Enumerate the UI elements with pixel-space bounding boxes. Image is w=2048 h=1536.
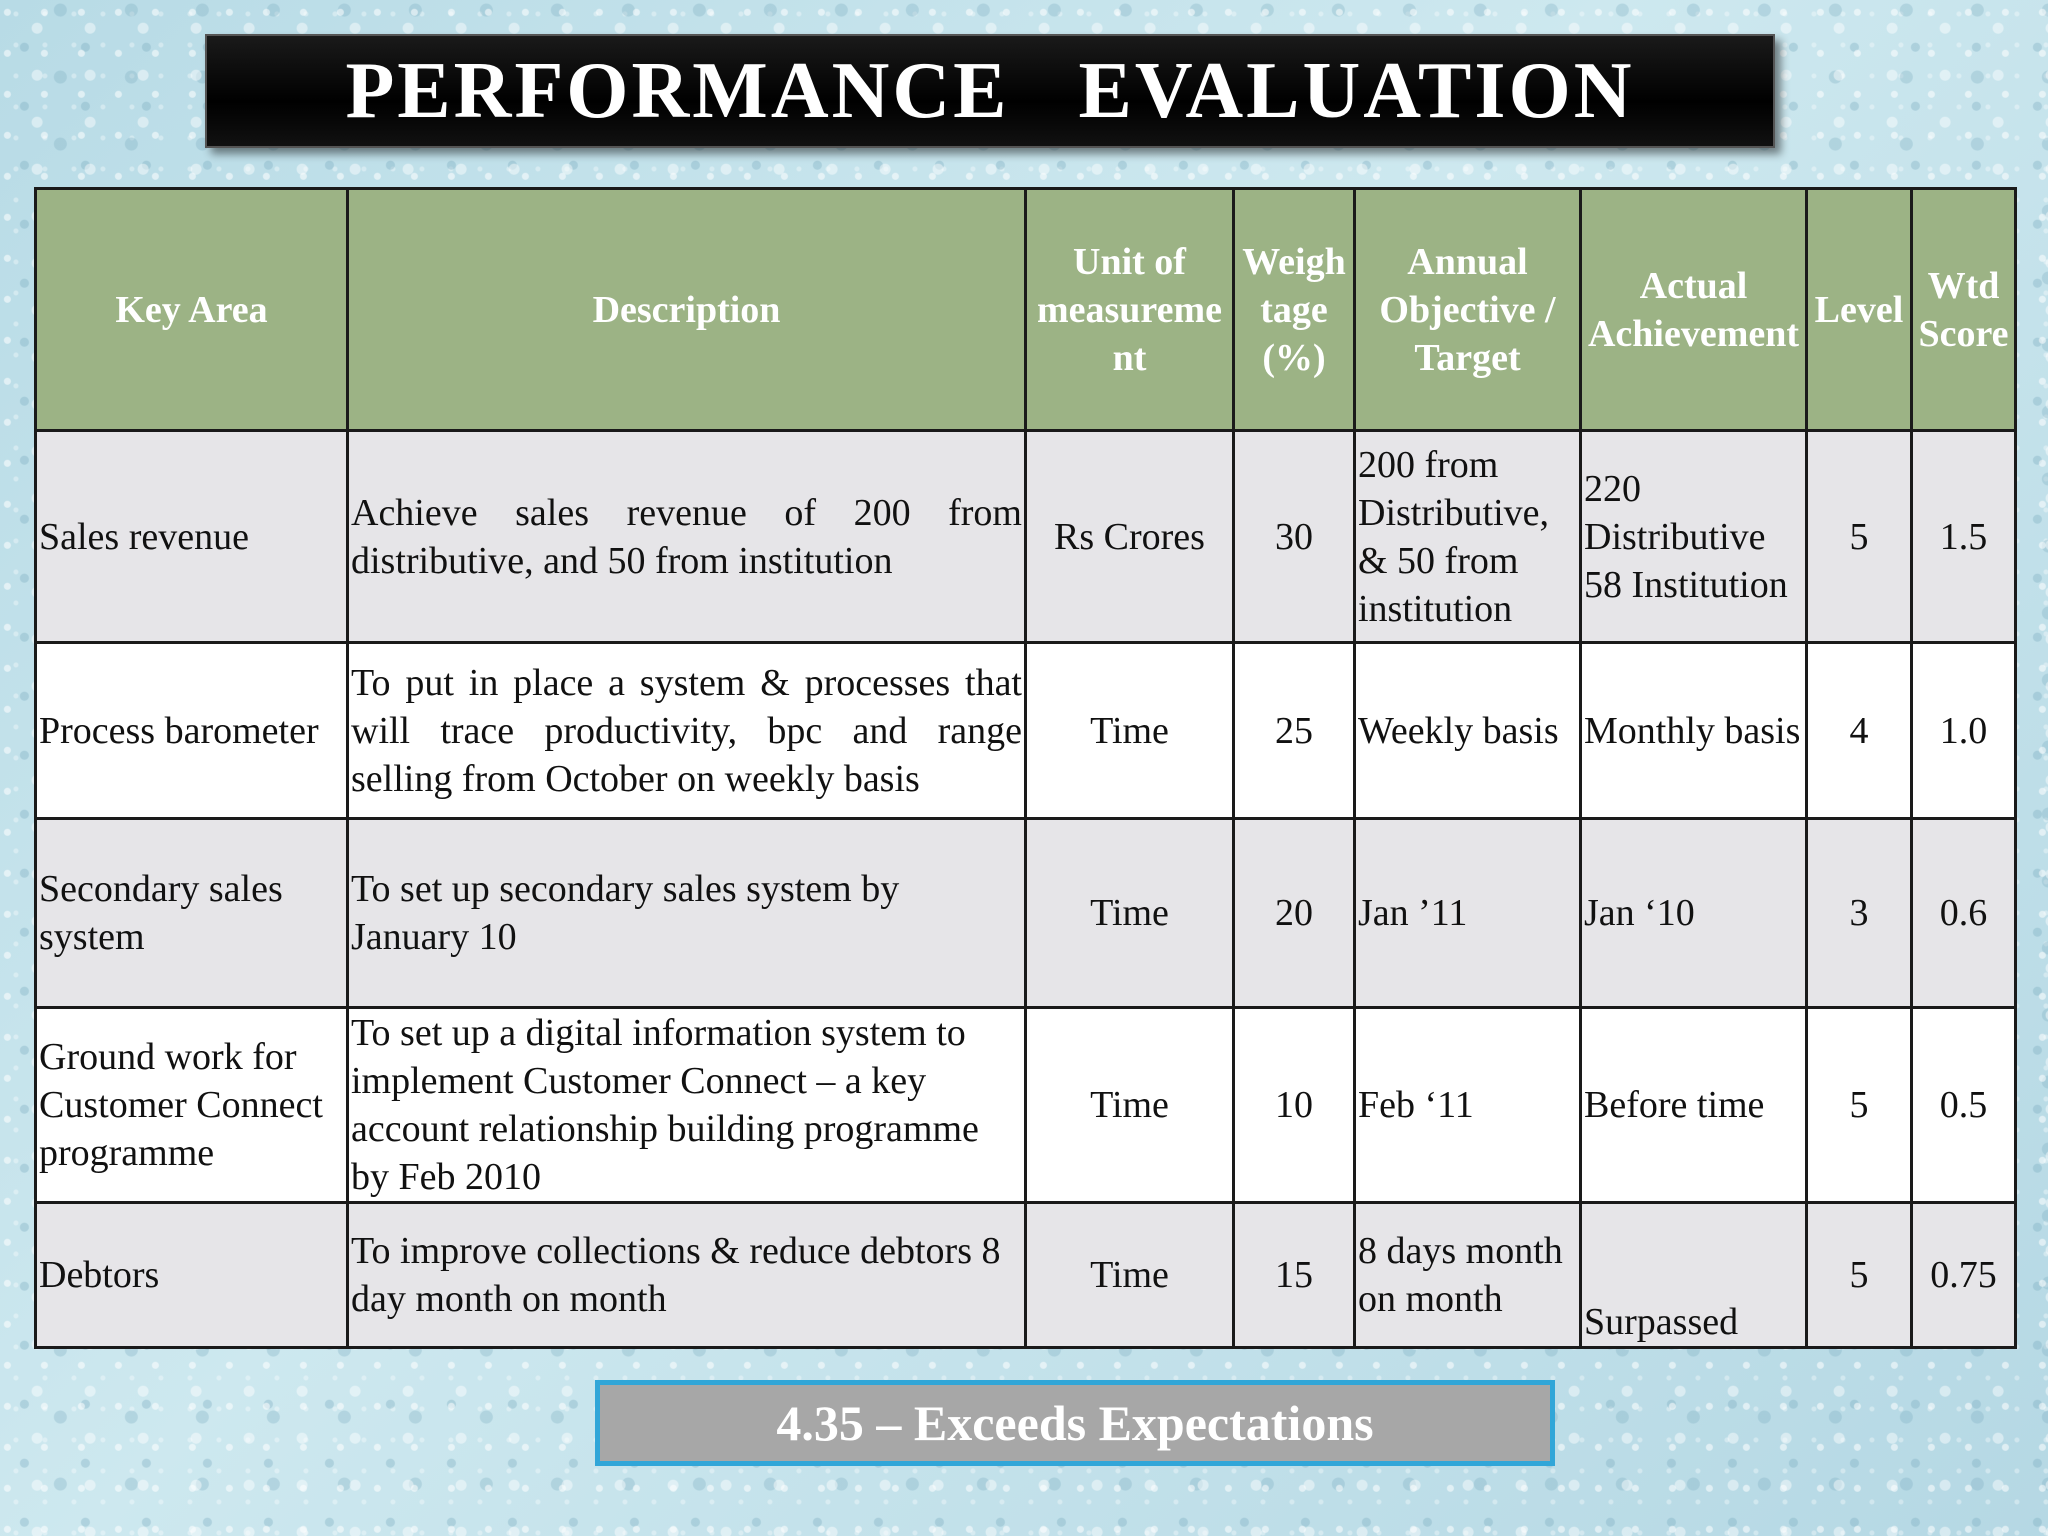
header-row: [36, 189, 2016, 431]
cell-unit: Rs Crores: [1026, 431, 1234, 643]
cell-target: 8 days month on month: [1355, 1203, 1581, 1348]
cell-wtd-score: 0.6: [1912, 819, 2016, 1008]
header-wtd-score: Wtd Score: [1912, 189, 2016, 431]
table-row: [36, 819, 2016, 1008]
cell-level: 3: [1807, 819, 1912, 1008]
performance-table: [34, 187, 2017, 1349]
cell-wtd-score: 1.0: [1912, 643, 2016, 819]
cell-achievement: Before time: [1581, 1008, 1807, 1203]
cell-achievement: Monthly basis: [1581, 643, 1807, 819]
cell-unit: Time: [1026, 819, 1234, 1008]
cell-wtd-score: 0.75: [1912, 1203, 2016, 1348]
table-row: [36, 431, 2016, 643]
header-unit: Unit of measureme nt: [1026, 189, 1234, 431]
overall-result: 4.35 – Exceeds Expectations: [776, 1395, 1374, 1451]
cell-key-area: Sales revenue: [36, 431, 348, 643]
table-row: [36, 643, 2016, 819]
cell-target: 200 from Distributive, & 50 from institution: [1355, 431, 1581, 643]
cell-achievement: 220 Distributive 58 Institution: [1581, 431, 1807, 643]
cell-weightage: 30: [1234, 431, 1355, 643]
cell-description: To set up a digital information system to implement Customer Connect – a key account relationship building programme by Feb 2010: [348, 1008, 1026, 1203]
cell-unit: Time: [1026, 1203, 1234, 1348]
cell-description: To put in place a system & processes that will trace productivity, bpc and range selling from October on weekly basis: [348, 643, 1026, 819]
cell-key-area: Debtors: [36, 1203, 348, 1348]
header-achievement: Actual Achievement: [1581, 189, 1807, 431]
cell-target: Feb ‘11: [1355, 1008, 1581, 1203]
header-target: Annual Objective / Target: [1355, 189, 1581, 431]
cell-key-area: Ground work for Customer Connect programme: [36, 1008, 348, 1203]
cell-level: 5: [1807, 1203, 1912, 1348]
cell-description: To set up secondary sales system by January 10: [348, 819, 1026, 1008]
header-key-area: Key Area: [36, 189, 348, 431]
cell-unit: Time: [1026, 643, 1234, 819]
overall-result-box: [595, 1380, 1555, 1466]
cell-key-area: Secondary sales system: [36, 819, 348, 1008]
header-description: Description: [348, 189, 1026, 431]
cell-level: 5: [1807, 431, 1912, 643]
cell-key-area: Process barometer: [36, 643, 348, 819]
page-title: PERFORMANCE EVALUATION: [345, 46, 1635, 135]
cell-description: To improve collections & reduce debtors 8 day month on month: [348, 1203, 1026, 1348]
cell-wtd-score: 0.5: [1912, 1008, 2016, 1203]
cell-target: Weekly basis: [1355, 643, 1581, 819]
cell-description: Achieve sales revenue of 200 from distributive, and 50 from institution: [348, 431, 1026, 643]
cell-unit: Time: [1026, 1008, 1234, 1203]
cell-achievement: Jan ‘10: [1581, 819, 1807, 1008]
cell-weightage: 25: [1234, 643, 1355, 819]
table-row: [36, 1008, 2016, 1203]
cell-weightage: 20: [1234, 819, 1355, 1008]
cell-weightage: 10: [1234, 1008, 1355, 1203]
cell-target: Jan ’11: [1355, 819, 1581, 1008]
cell-weightage: 15: [1234, 1203, 1355, 1348]
title-banner: [205, 34, 1775, 148]
cell-level: 4: [1807, 643, 1912, 819]
cell-achievement: Surpassed: [1581, 1203, 1807, 1348]
header-weightage: Weigh tage (%): [1234, 189, 1355, 431]
cell-level: 5: [1807, 1008, 1912, 1203]
cell-wtd-score: 1.5: [1912, 431, 2016, 643]
header-level: Level: [1807, 189, 1912, 431]
table-row: [36, 1203, 2016, 1348]
